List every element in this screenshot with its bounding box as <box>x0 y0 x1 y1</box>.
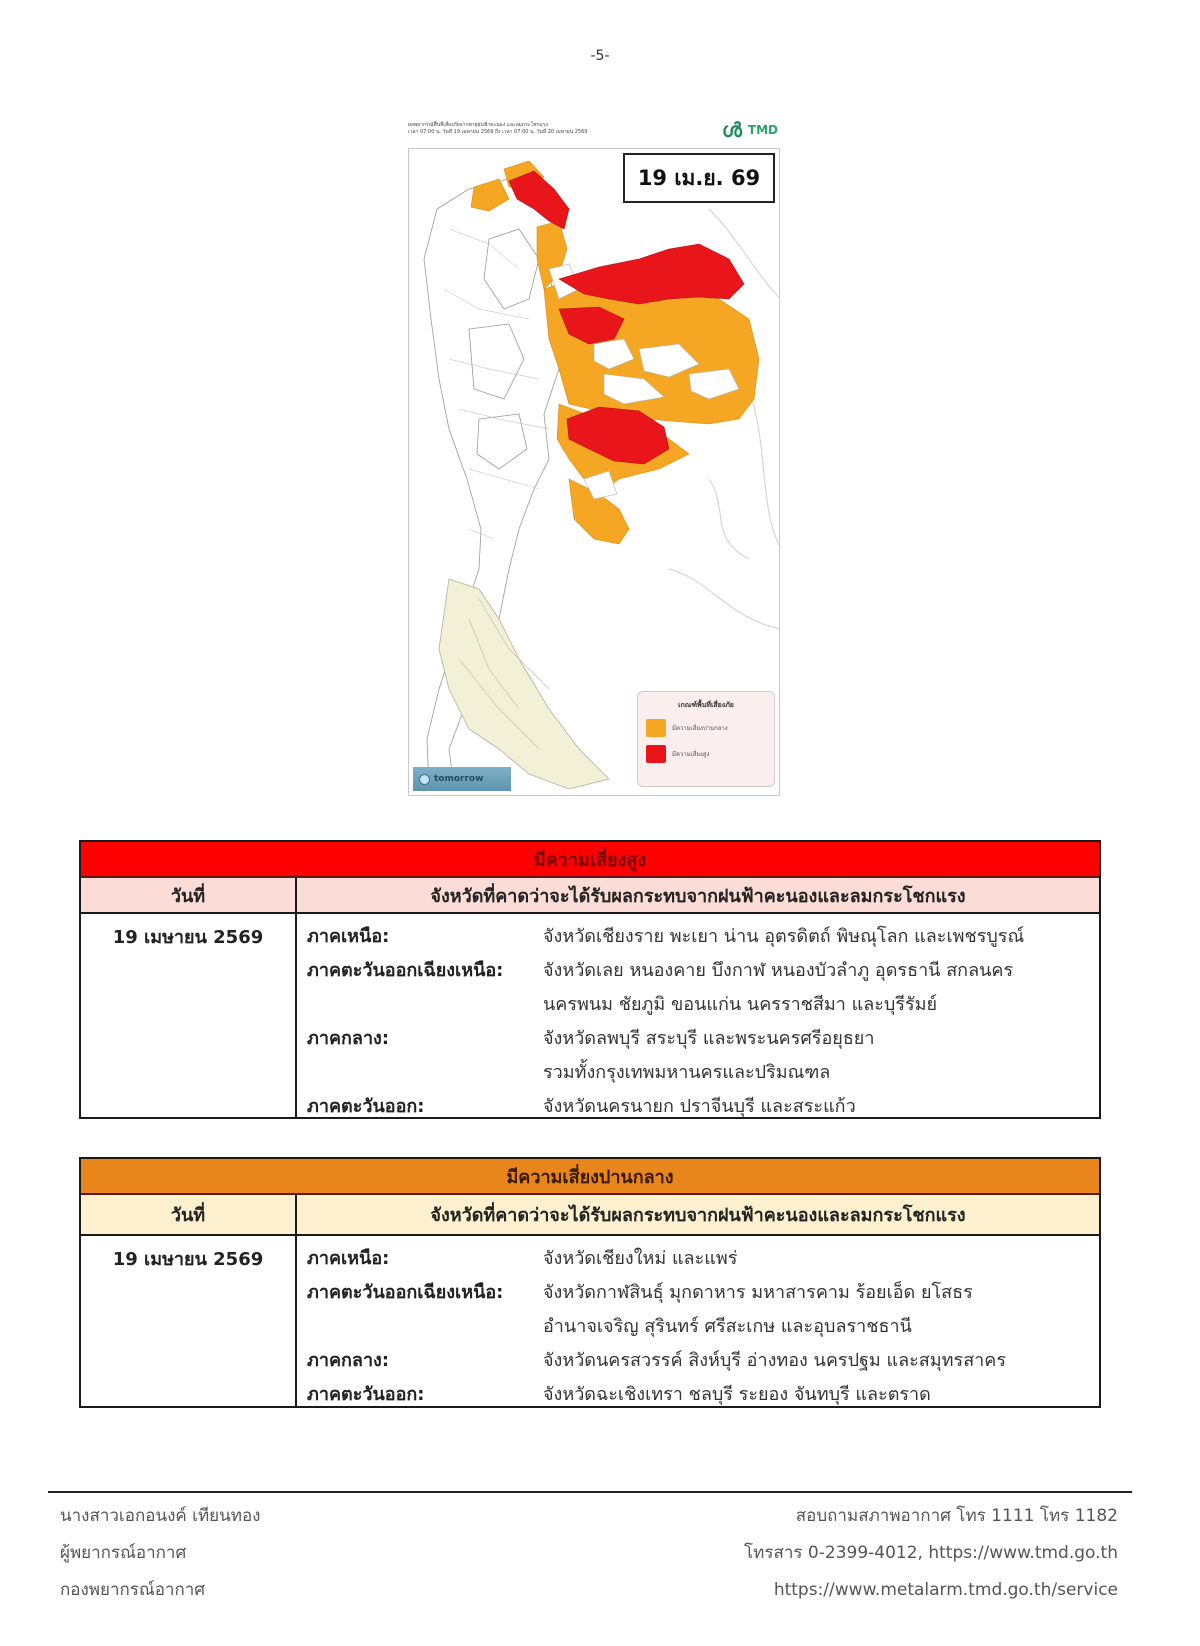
region-name: ภาคเหนือ: <box>307 1248 390 1269</box>
page-number: -5- <box>590 48 610 64</box>
risk-map-figure <box>406 116 782 798</box>
legend-title: เกณฑ์พื้นที่เสี่ยงภัย <box>678 701 734 709</box>
high-risk-table <box>79 840 1101 1119</box>
region-provinces: จังหวัดลพบุรี สระบุรี และพระนครศรีอยุธยา <box>543 1028 875 1049</box>
header-date: วันที่ <box>81 1195 297 1234</box>
legend-swatch-medium <box>646 719 666 737</box>
contact-fax-website[interactable]: โทรสาร 0-2399-4012, https://www.tmd.go.th <box>744 1543 1118 1563</box>
legend-label-medium: มีความเสี่ยงปานกลาง <box>672 725 728 732</box>
legend-label-high: มีความเสี่ยงสูง <box>672 751 710 758</box>
region-provinces: จังหวัดเชียงใหม่ และแพร่ <box>543 1248 738 1269</box>
medium-risk-header-row <box>81 1195 1099 1236</box>
high-risk-title: มีความเสี่ยงสูง <box>81 842 1099 878</box>
tomorrow-badge <box>413 767 511 791</box>
region-row-northeast <box>307 1276 1099 1344</box>
tomorrow-logo-icon <box>419 774 430 785</box>
region-name: ภาคกลาง: <box>307 1028 390 1049</box>
medium-risk-region-list <box>297 1236 1099 1406</box>
medium-risk-table <box>79 1157 1101 1408</box>
region-provinces: จังหวัดเชียงราย พะเยา น่าน อุตรดิตถ์ พิษณุโลก และเพชรบูรณ์ <box>543 926 1025 947</box>
region-row-east <box>307 1090 1099 1124</box>
region-provinces: จังหวัดฉะเชิงเทรา ชลบุรี ระยอง จันทบุรี และตราด <box>543 1384 931 1405</box>
region-name: ภาคกลาง: <box>307 1350 390 1371</box>
forecaster-name: นางสาวเอกอนงค์ เทียนทอง <box>60 1506 261 1526</box>
region-provinces: อำนาจเจริญ สุรินทร์ ศรีสะเกษ และอุบลราชธานี <box>543 1316 912 1337</box>
region-name: ภาคเหนือ: <box>307 926 390 947</box>
region-name: ภาคตะวันออก: <box>307 1384 425 1405</box>
tmd-logo-icon: ൾ <box>721 118 742 142</box>
region-row-northeast <box>307 954 1099 1022</box>
region-row-central <box>307 1022 1099 1090</box>
tomorrow-badge-text: tomorrow <box>434 774 484 784</box>
legend-item-medium <box>646 719 766 737</box>
header-provinces: จังหวัดที่คาดว่าจะได้รับผลกระทบจากฝนฟ้าคะนองและลมกระโชกแรง <box>430 885 966 907</box>
legend-item-high <box>646 745 766 763</box>
medium-risk-body-row <box>81 1236 1099 1406</box>
region-provinces: จังหวัดเลย หนองคาย บึงกาฬ หนองบัวลำภู อุดรธานี สกลนคร <box>543 960 1014 981</box>
region-provinces: นครพนม ชัยภูมิ ขอนแก่น นครราชสีมา และบุรีรัมย์ <box>543 994 938 1015</box>
high-risk-region-list <box>297 914 1099 1117</box>
region-name: ภาคตะวันออก: <box>307 1096 425 1117</box>
region-provinces: จังหวัดนครนายก ปราจีนบุรี และสระแก้ว <box>543 1096 856 1117</box>
region-row-north <box>307 1242 1099 1276</box>
high-risk-header-row <box>81 878 1099 914</box>
header-date: วันที่ <box>81 878 297 912</box>
map-frame <box>408 148 780 796</box>
region-provinces: รวมทั้งกรุงเทพมหานครและปริมณฑล <box>543 1062 831 1083</box>
legend-swatch-high <box>646 745 666 763</box>
high-risk-date: 19 เมษายน 2569 <box>81 914 297 1117</box>
high-risk-body-row <box>81 914 1099 1117</box>
footer-contact <box>744 1498 1118 1609</box>
forecaster-title: ผู้พยากรณ์อากาศ <box>60 1543 187 1563</box>
map-caption-line-1: ผลพยากรณ์พื้นที่เสี่ยงภัยจากพายุฝนฟ้าคะนอง และลมกระโชกแรง <box>408 122 548 128</box>
region-provinces: จังหวัดกาฬสินธุ์ มุกดาหาร มหาสารคาม ร้อยเอ็ด ยโสธร <box>543 1282 973 1303</box>
header-provinces: จังหวัดที่คาดว่าจะได้รับผลกระทบจากฝนฟ้าคะนองและลมกระโชกแรง <box>430 1205 966 1226</box>
medium-risk-title: มีความเสี่ยงปานกลาง <box>81 1159 1099 1195</box>
map-date-box: 19 เม.ย. 69 <box>623 153 775 203</box>
footer-divider <box>48 1491 1132 1493</box>
region-row-east <box>307 1378 1099 1412</box>
medium-risk-date: 19 เมษายน 2569 <box>81 1236 297 1406</box>
contact-metalarm-link[interactable]: https://www.metalarm.tmd.go.th/service <box>773 1580 1118 1600</box>
forecaster-division: กองพยากรณ์อากาศ <box>60 1580 206 1600</box>
region-provinces: จังหวัดนครสวรรค์ สิงห์บุรี อ่างทอง นครปฐม และสมุทรสาคร <box>543 1350 1006 1371</box>
tmd-logo-text: TMD <box>747 123 778 137</box>
footer-forecaster <box>60 1498 260 1609</box>
region-name: ภาคตะวันออกเฉียงเหนือ: <box>307 1282 504 1303</box>
map-logos <box>722 118 778 142</box>
region-row-north <box>307 920 1099 954</box>
region-name: ภาคตะวันออกเฉียงเหนือ: <box>307 960 504 981</box>
map-legend <box>637 691 775 787</box>
contact-phone: สอบถามสภาพอากาศ โทร 1111 โทร 1182 <box>795 1506 1118 1526</box>
region-row-central <box>307 1344 1099 1378</box>
map-caption-line-2: เวลา 07:00 น. วันที่ 19 เมษายน 2569 ถึง เวลา 07:00 น. วันที่ 20 เมษายน 2569 <box>408 129 588 135</box>
map-caption <box>408 122 708 136</box>
